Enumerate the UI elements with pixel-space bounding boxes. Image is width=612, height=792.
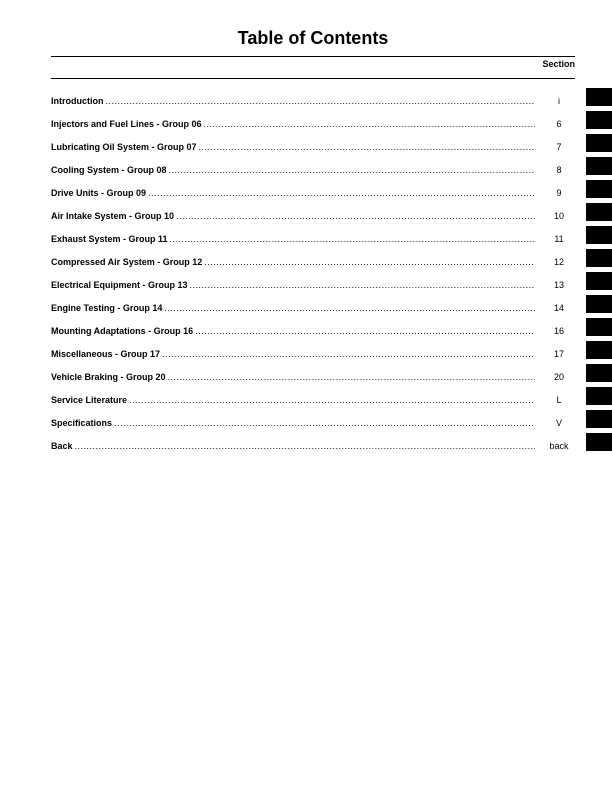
dot-leader <box>162 347 535 361</box>
toc-entry-section[interactable]: 7 <box>556 142 562 152</box>
thumb-tab[interactable] <box>586 433 612 451</box>
toc-entry-label[interactable]: Exhaust System - Group 11 <box>51 234 168 244</box>
toc-entry-section[interactable]: L <box>556 395 562 405</box>
thumb-tab[interactable] <box>586 341 612 359</box>
toc-entry-label[interactable]: Specifications <box>51 418 113 428</box>
dot-leader <box>204 117 535 131</box>
toc-entry-label[interactable]: Introduction <box>51 96 104 106</box>
dot-leader <box>75 439 535 453</box>
toc-entry-label[interactable]: Electrical Equipment - Group 13 <box>51 280 188 290</box>
toc-entry-introduction[interactable] <box>51 94 575 117</box>
dot-leader <box>199 140 535 154</box>
dot-leader <box>195 324 535 338</box>
toc-entry-label[interactable]: Vehicle Braking - Group 20 <box>51 372 166 382</box>
thumb-tab[interactable] <box>586 295 612 313</box>
toc-entry-group-12[interactable] <box>51 255 575 278</box>
toc-entry-group-13[interactable] <box>51 278 575 301</box>
section-column-header: Section <box>542 59 575 69</box>
toc-entry-section[interactable]: 14 <box>553 303 564 313</box>
thumb-tab[interactable] <box>586 387 612 405</box>
toc-entry-section[interactable]: 6 <box>556 119 562 129</box>
top-rule <box>51 56 575 57</box>
toc-entry-group-07[interactable] <box>51 140 575 163</box>
dot-leader <box>164 301 535 315</box>
toc-entry-label[interactable]: Compressed Air System - Group 12 <box>51 257 203 267</box>
thumb-tab[interactable] <box>586 111 612 129</box>
thumb-tab[interactable] <box>586 318 612 336</box>
dot-leader <box>169 163 535 177</box>
toc-entry-section[interactable]: 9 <box>556 188 562 198</box>
toc-entry-section[interactable]: 10 <box>553 211 564 221</box>
toc-entry-section[interactable]: i <box>558 96 560 106</box>
toc-entry-group-16[interactable] <box>51 324 575 347</box>
dot-leader <box>114 416 535 430</box>
toc-entry-section[interactable]: V <box>555 418 562 428</box>
toc-entry-group-11[interactable] <box>51 232 575 255</box>
toc-entry-label[interactable]: Cooling System - Group 08 <box>51 165 167 175</box>
toc-entry-section[interactable]: 12 <box>553 257 564 267</box>
toc-entry-service-literature[interactable] <box>51 393 575 416</box>
dot-leader <box>168 370 535 384</box>
toc-entry-label[interactable]: Injectors and Fuel Lines - Group 06 <box>51 119 202 129</box>
toc-list <box>51 94 575 462</box>
toc-entry-section[interactable]: 11 <box>554 234 564 244</box>
toc-entry-group-09[interactable] <box>51 186 575 209</box>
thumb-tab[interactable] <box>586 364 612 382</box>
toc-entry-group-20[interactable] <box>51 370 575 393</box>
thumb-tab[interactable] <box>586 249 612 267</box>
thumb-tab[interactable] <box>586 157 612 175</box>
toc-entry-section[interactable]: 8 <box>556 165 562 175</box>
dot-leader <box>148 186 535 200</box>
toc-entry-section[interactable]: 16 <box>553 326 564 336</box>
thumb-tab[interactable] <box>586 410 612 428</box>
toc-entry-label[interactable]: Miscellaneous - Group 17 <box>51 349 161 359</box>
toc-entry-label[interactable]: Drive Units - Group 09 <box>51 188 147 198</box>
page-title: Table of Contents <box>237 28 389 48</box>
toc-entry-label[interactable]: Mounting Adaptations - Group 16 <box>51 326 194 336</box>
toc-entry-section[interactable]: back <box>549 441 569 451</box>
thumb-tab[interactable] <box>586 180 612 198</box>
toc-entry-specifications[interactable] <box>51 416 575 439</box>
dot-leader <box>190 278 535 292</box>
toc-entry-section[interactable]: 20 <box>553 372 564 382</box>
toc-entry-label[interactable]: Service Literature <box>51 395 128 405</box>
thumb-tab[interactable] <box>586 203 612 221</box>
thumb-tab[interactable] <box>586 226 612 244</box>
dot-leader <box>106 94 536 108</box>
toc-entry-back[interactable] <box>51 439 575 462</box>
toc-entry-label[interactable]: Lubricating Oil System - Group 07 <box>51 142 197 152</box>
thumb-tab[interactable] <box>586 88 612 106</box>
toc-entry-group-17[interactable] <box>51 347 575 370</box>
section-thumb-tabs <box>586 88 612 456</box>
dot-leader <box>176 209 535 223</box>
dot-leader <box>129 393 535 407</box>
dot-leader <box>204 255 535 269</box>
toc-entry-label[interactable]: Back <box>51 441 73 451</box>
bottom-rule <box>51 78 575 79</box>
toc-entry-group-08[interactable] <box>51 163 575 186</box>
toc-entry-label[interactable]: Air Intake System - Group 10 <box>51 211 175 221</box>
thumb-tab[interactable] <box>586 134 612 152</box>
toc-entry-section[interactable]: 17 <box>553 349 564 359</box>
toc-entry-group-10[interactable] <box>51 209 575 232</box>
toc-entry-label[interactable]: Engine Testing - Group 14 <box>51 303 163 313</box>
toc-entry-group-06[interactable] <box>51 117 575 140</box>
thumb-tab[interactable] <box>586 272 612 290</box>
dot-leader <box>170 232 535 246</box>
toc-entry-section[interactable]: 13 <box>553 280 564 290</box>
toc-entry-group-14[interactable] <box>51 301 575 324</box>
